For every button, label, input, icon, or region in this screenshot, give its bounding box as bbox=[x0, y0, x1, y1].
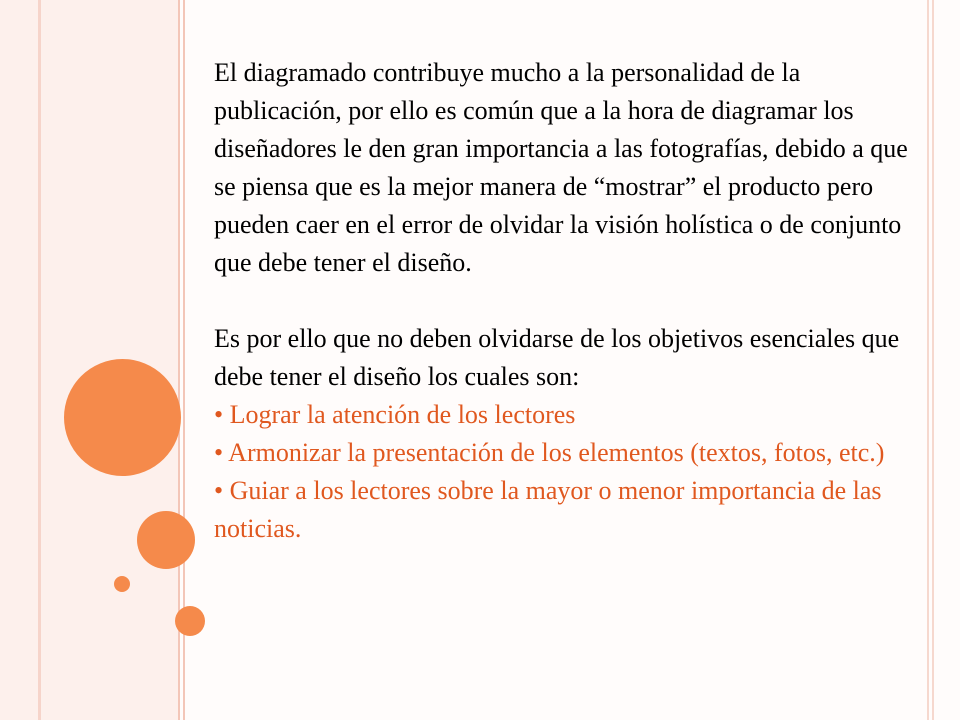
decorative-line bbox=[927, 0, 929, 720]
decorative-circle-medium bbox=[137, 511, 195, 569]
bullet-item: • Guiar a los lectores sobre la mayor o menor importancia de las noticias. bbox=[214, 476, 882, 543]
decorative-line bbox=[932, 0, 934, 720]
decorative-circle-small bbox=[175, 606, 205, 636]
decorative-circle-large bbox=[64, 359, 181, 476]
bullet-item: • Armonizar la presentación de los elementos (textos, fotos, etc.) bbox=[214, 438, 885, 467]
bullet-item: • Lograr la atención de los lectores bbox=[214, 400, 576, 429]
paragraph-intro: El diagramado contribuye mucho a la personalidad de la publicación, por ello es común que a la hora de diagramar los diseñadores le den gran importancia a las fotografías, debido a que se piensa que es la mejor manera de “mostrar” el producto pero pueden caer en el error de olvidar la visión holística o de conjunto que debe tener el diseño. bbox=[214, 58, 908, 277]
left-decorative-band bbox=[0, 0, 178, 720]
paragraph-gap bbox=[214, 282, 914, 320]
decorative-circle-small bbox=[114, 576, 130, 592]
slide-body bbox=[214, 54, 914, 548]
decorative-line bbox=[38, 0, 41, 720]
paragraph-objectives: Es por ello que no deben olvidarse de los objetivos esenciales que debe tener el diseño los cuales son: bbox=[214, 324, 900, 391]
